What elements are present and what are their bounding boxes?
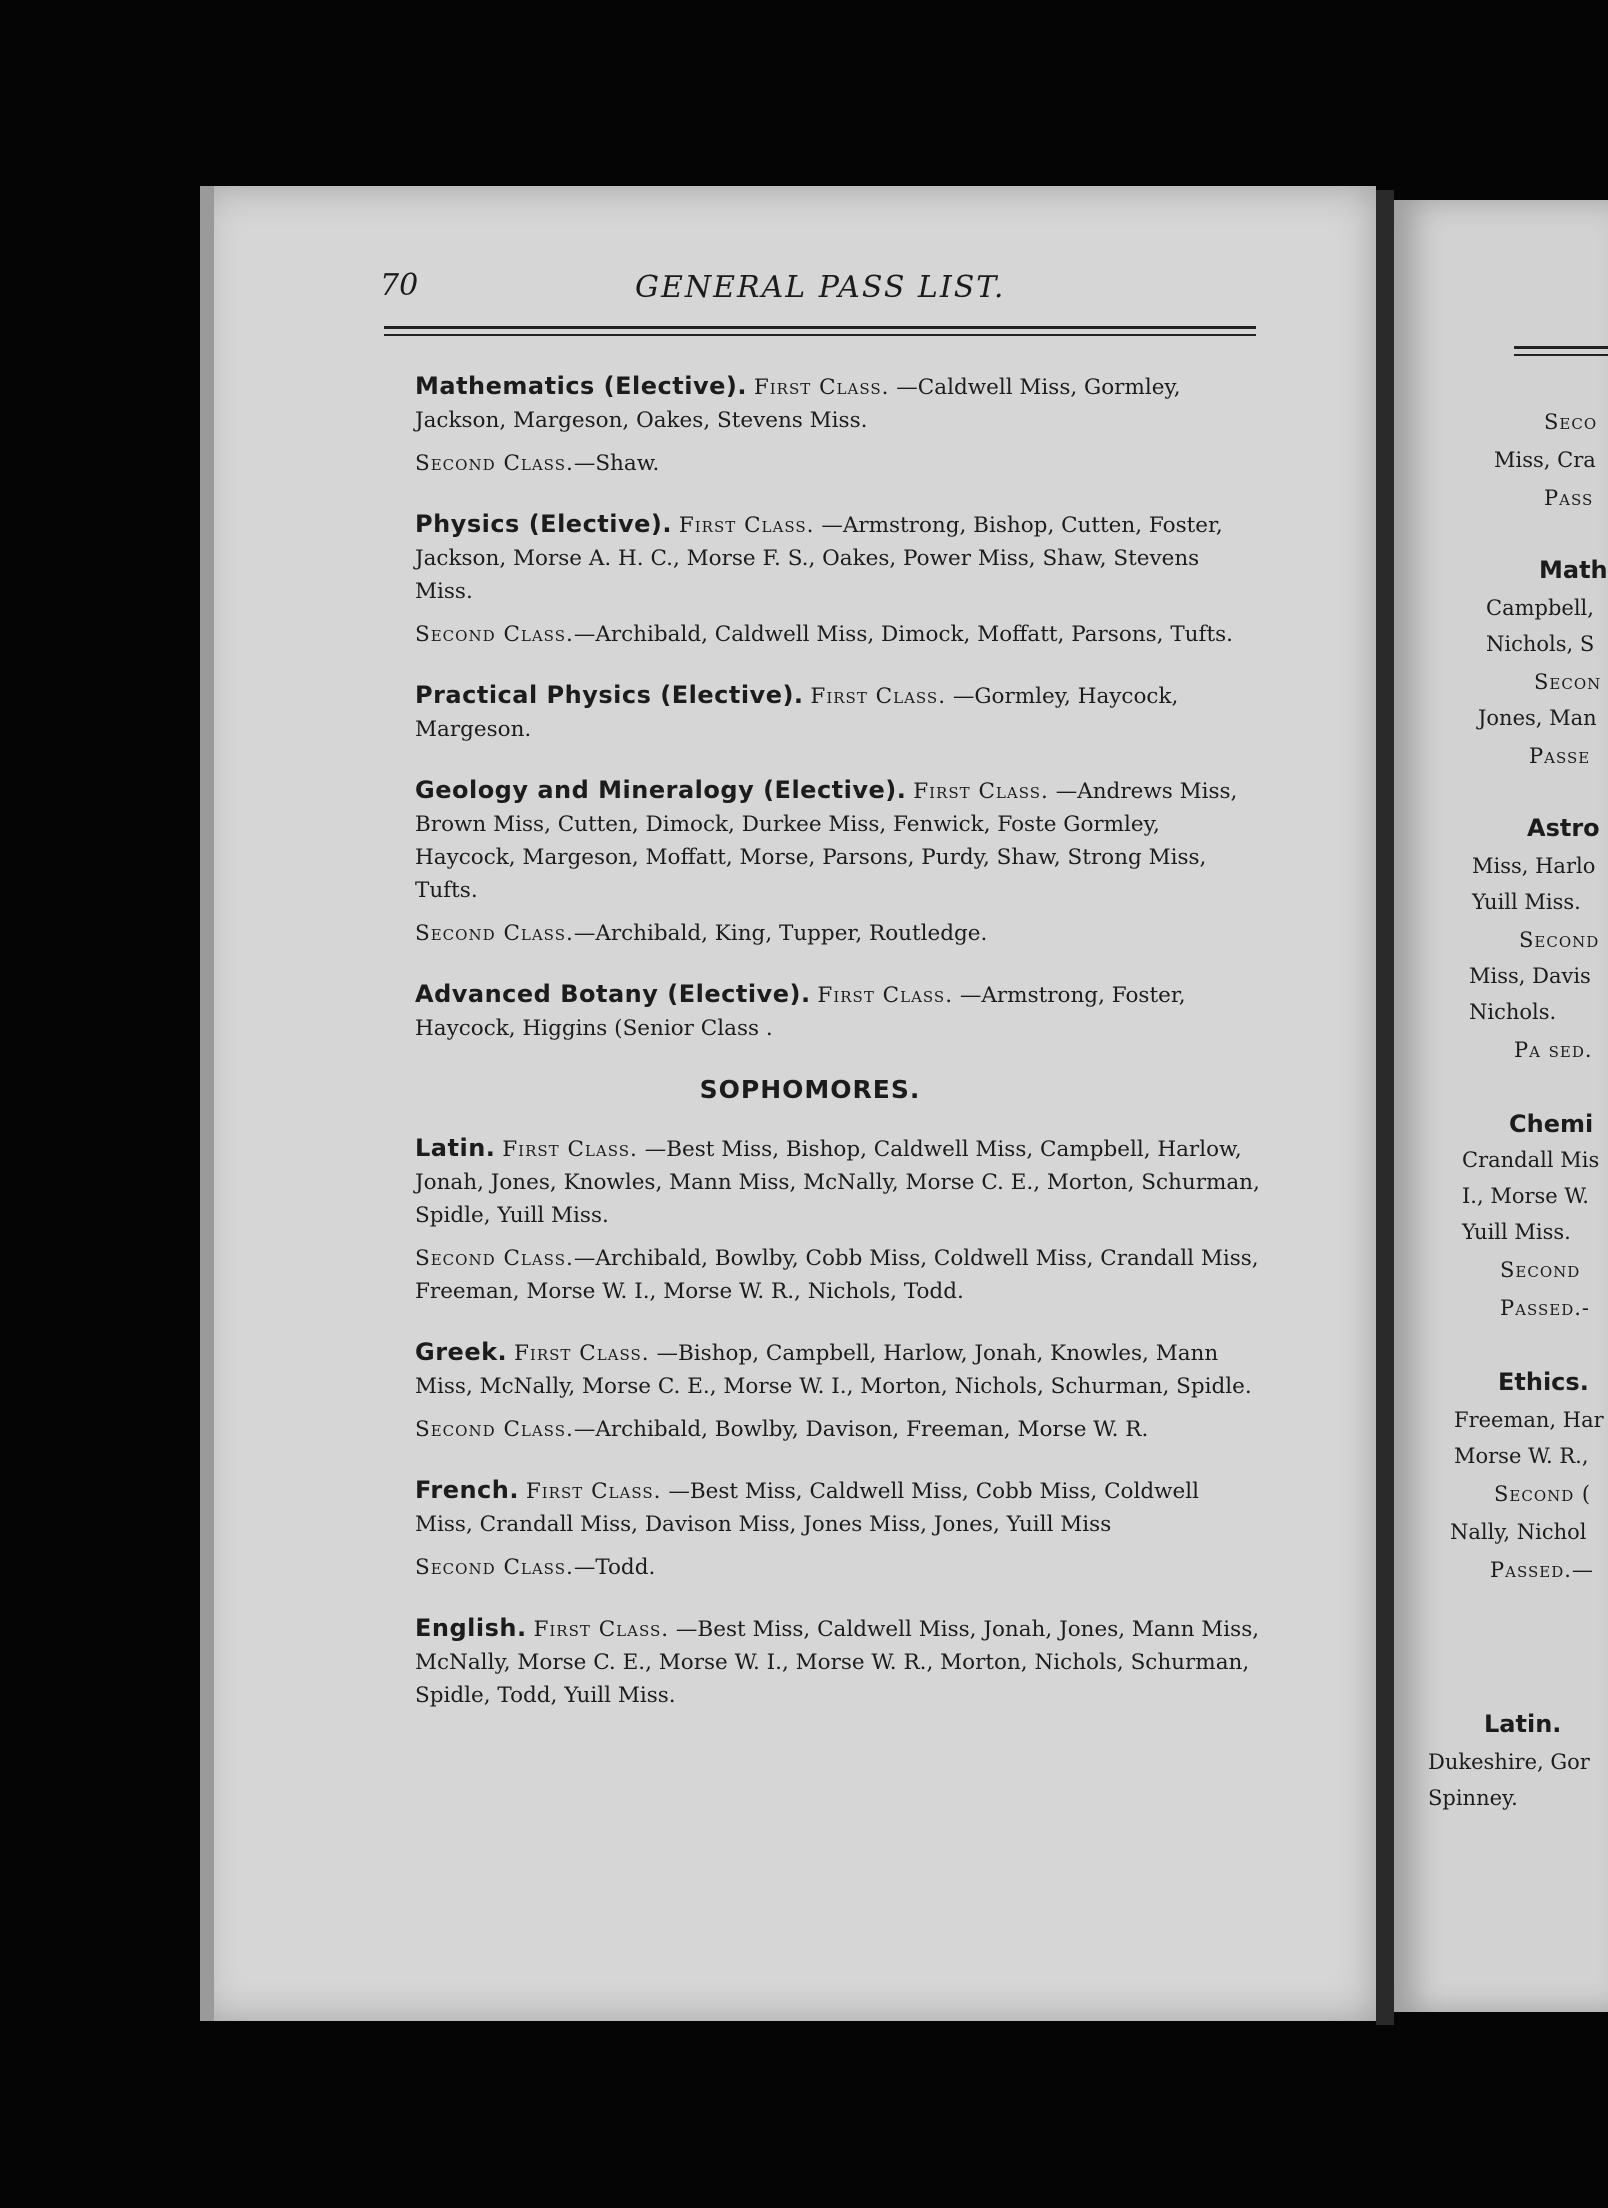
subject-title: Latin. [415, 1134, 496, 1162]
right-page-fragments [1394, 200, 1608, 2012]
first-class-paragraph [360, 978, 1260, 1045]
first-class-names: —Best Miss, Caldwell Miss, Jonah, Jones, Mann Miss, McNally, Morse C. E., Morse W. I., Morse W. R., Morton, Nichols, Schurman, Spidle, Todd, Yuill Miss. [415, 1617, 1260, 1708]
second-class-names: —Archibald, Bowlby, Davison, Freeman, Morse W. R. [573, 1417, 1149, 1442]
first-class-names: —Best Miss, Bishop, Caldwell Miss, Campbell, Harlow, Jonah, Jones, Knowles, Mann Miss, McNally, Morse C. E., Morton, Schurman, Spidle, Yuill Miss. [415, 1137, 1260, 1228]
second-class-paragraph [360, 1551, 1260, 1584]
section-heading-sophomores: SOPHOMORES. [699, 1075, 921, 1104]
first-class-paragraph [360, 1474, 1260, 1541]
first-class-names: —Best Miss, Caldwell Miss, Cobb Miss, Coldwell Miss, Crandall Miss, Davison Miss, Jones Miss, Jones, Yuill Miss [415, 1479, 1200, 1537]
fragment: Second ( [1494, 1482, 1592, 1506]
fragment: Second [1500, 1258, 1581, 1282]
subject-title: French. [415, 1476, 519, 1504]
entry-geology-mineralogy [360, 774, 1260, 950]
second-class-label: Second Class. [415, 622, 574, 647]
entry-mathematics [360, 370, 1260, 480]
subject-title: Mathematics (Elective). [415, 372, 747, 400]
entry-physics [360, 508, 1260, 651]
fragment: Nichols, S [1486, 632, 1595, 656]
fragment: Miss, Davis [1469, 964, 1591, 988]
entry-latin [360, 1132, 1260, 1308]
subject-title: English. [415, 1614, 527, 1642]
pass-list-content [360, 370, 1260, 1740]
first-class-label: First Class. [514, 1341, 650, 1366]
first-class-paragraph [360, 1612, 1260, 1712]
second-class-names: —Todd. [573, 1555, 656, 1580]
page-edge [200, 186, 214, 2021]
second-class-paragraph [360, 1242, 1260, 1308]
second-class-label: Second Class. [415, 1555, 574, 1580]
fragment: Secon [1534, 670, 1602, 694]
second-class-label: Second Class. [415, 921, 574, 946]
fragment: Latin. [1484, 1710, 1562, 1738]
fragment: Seco [1544, 410, 1598, 434]
first-class-paragraph [360, 774, 1260, 907]
first-class-paragraph [360, 370, 1260, 437]
fragment: Yuill Miss. [1472, 890, 1581, 914]
entry-french [360, 1474, 1260, 1584]
header-rule-thin [384, 334, 1256, 336]
entry-english [360, 1612, 1260, 1712]
fragment: Morse W. R., [1454, 1444, 1589, 1468]
fragment: Astro [1527, 814, 1600, 842]
first-class-label: First Class. [913, 779, 1049, 804]
first-class-label: First Class. [502, 1137, 638, 1162]
page-number: 70 [380, 268, 419, 303]
page-header [380, 268, 1260, 318]
header-rule [384, 326, 1256, 329]
fragment: Nally, Nichol [1450, 1520, 1587, 1544]
fragment: Campbell, [1486, 596, 1594, 620]
book-gutter [1376, 190, 1394, 2025]
running-head: GENERAL PASS LIST. [635, 270, 1006, 305]
fragment: Nichols. [1469, 1000, 1557, 1024]
first-class-names: —Armstrong, Foster, Haycock, Higgins (Senior Class . [415, 983, 1186, 1041]
second-class-names: —Archibald, Bowlby, Cobb Miss, Coldwell Miss, Crandall Miss, Freeman, Morse W. I., Morse W. R., Nichols, Todd. [415, 1246, 1259, 1304]
first-class-names: —Gormley, Haycock, Margeson. [415, 684, 1179, 742]
fragment: Freeman, Har [1454, 1408, 1604, 1432]
subject-title: Practical Physics (Elective). [415, 681, 804, 709]
first-class-paragraph [360, 679, 1260, 746]
first-class-label: First Class. [810, 684, 947, 709]
first-class-names: —Armstrong, Bishop, Cutten, Foster, Jackson, Morse A. H. C., Morse F. S., Oakes, Power Miss, Shaw, Stevens Miss. [415, 513, 1223, 604]
fragment: Pa sed. [1514, 1038, 1593, 1062]
subject-title: Advanced Botany (Elective). [415, 980, 811, 1008]
fragment: Ethics. [1498, 1368, 1589, 1396]
fragment: Jones, Man [1478, 706, 1597, 730]
first-class-names: —Bishop, Campbell, Harlow, Jonah, Knowles, Mann Miss, McNally, Morse C. E., Morse W. I., Morton, Nichols, Schurman, Spidle. [415, 1341, 1252, 1399]
fragment: Dukeshire, Gor [1428, 1750, 1590, 1774]
second-class-label: Second Class. [415, 451, 574, 476]
subject-title: Geology and Mineralogy (Elective). [415, 776, 907, 804]
entry-greek [360, 1336, 1260, 1446]
second-class-paragraph [360, 1413, 1260, 1446]
entry-advanced-botany [360, 978, 1260, 1045]
second-class-label: Second Class. [415, 1246, 574, 1271]
fragment: Miss, Harlo [1472, 854, 1596, 878]
fragment: Passe [1529, 744, 1591, 768]
fragment: Second [1519, 928, 1600, 952]
first-class-paragraph [360, 1336, 1260, 1403]
first-class-label: First Class. [533, 1617, 670, 1642]
fragment: Math [1539, 556, 1608, 584]
second-class-label: Second Class. [415, 1417, 574, 1442]
second-class-paragraph [360, 917, 1260, 950]
right-page [1394, 200, 1608, 2012]
second-class-names: —Shaw. [573, 451, 660, 476]
first-class-label: First Class. [817, 983, 954, 1008]
second-class-names: —Archibald, King, Tupper, Routledge. [573, 921, 988, 946]
entry-practical-physics [360, 679, 1260, 746]
first-class-paragraph [360, 1132, 1260, 1232]
fragment: Spinney. [1428, 1786, 1518, 1810]
first-class-label: First Class. [525, 1479, 662, 1504]
first-class-label: First Class. [678, 513, 815, 538]
fragment: Miss, Cra [1494, 448, 1596, 472]
first-class-names: —Caldwell Miss, Gormley, Jackson, Margeson, Oakes, Stevens Miss. [415, 375, 1181, 433]
fragment: Crandall Mis [1462, 1148, 1600, 1172]
first-class-names: —Andrews Miss, Brown Miss, Cutten, Dimock, Durkee Miss, Fenwick, Foste Gormley, Haycock, Margeson, Moffatt, Morse, Parsons, Purdy, Shaw, Strong Miss, Tufts. [415, 779, 1238, 903]
fragment: Passed.— [1490, 1558, 1594, 1582]
first-class-label: First Class. [753, 375, 890, 400]
subject-title: Physics (Elective). [415, 510, 672, 538]
second-class-paragraph [360, 447, 1260, 480]
second-class-names: —Archibald, Caldwell Miss, Dimock, Moffatt, Parsons, Tufts. [573, 622, 1233, 647]
fragment: I., Morse W. [1462, 1184, 1589, 1208]
fragment: Pass [1544, 486, 1594, 510]
fragment: Yuill Miss. [1462, 1220, 1571, 1244]
second-class-paragraph [360, 618, 1260, 651]
fragment: Passed.- [1500, 1296, 1590, 1320]
first-class-paragraph [360, 508, 1260, 608]
subject-title: Greek. [415, 1338, 508, 1366]
fragment: Chemi [1509, 1110, 1594, 1138]
